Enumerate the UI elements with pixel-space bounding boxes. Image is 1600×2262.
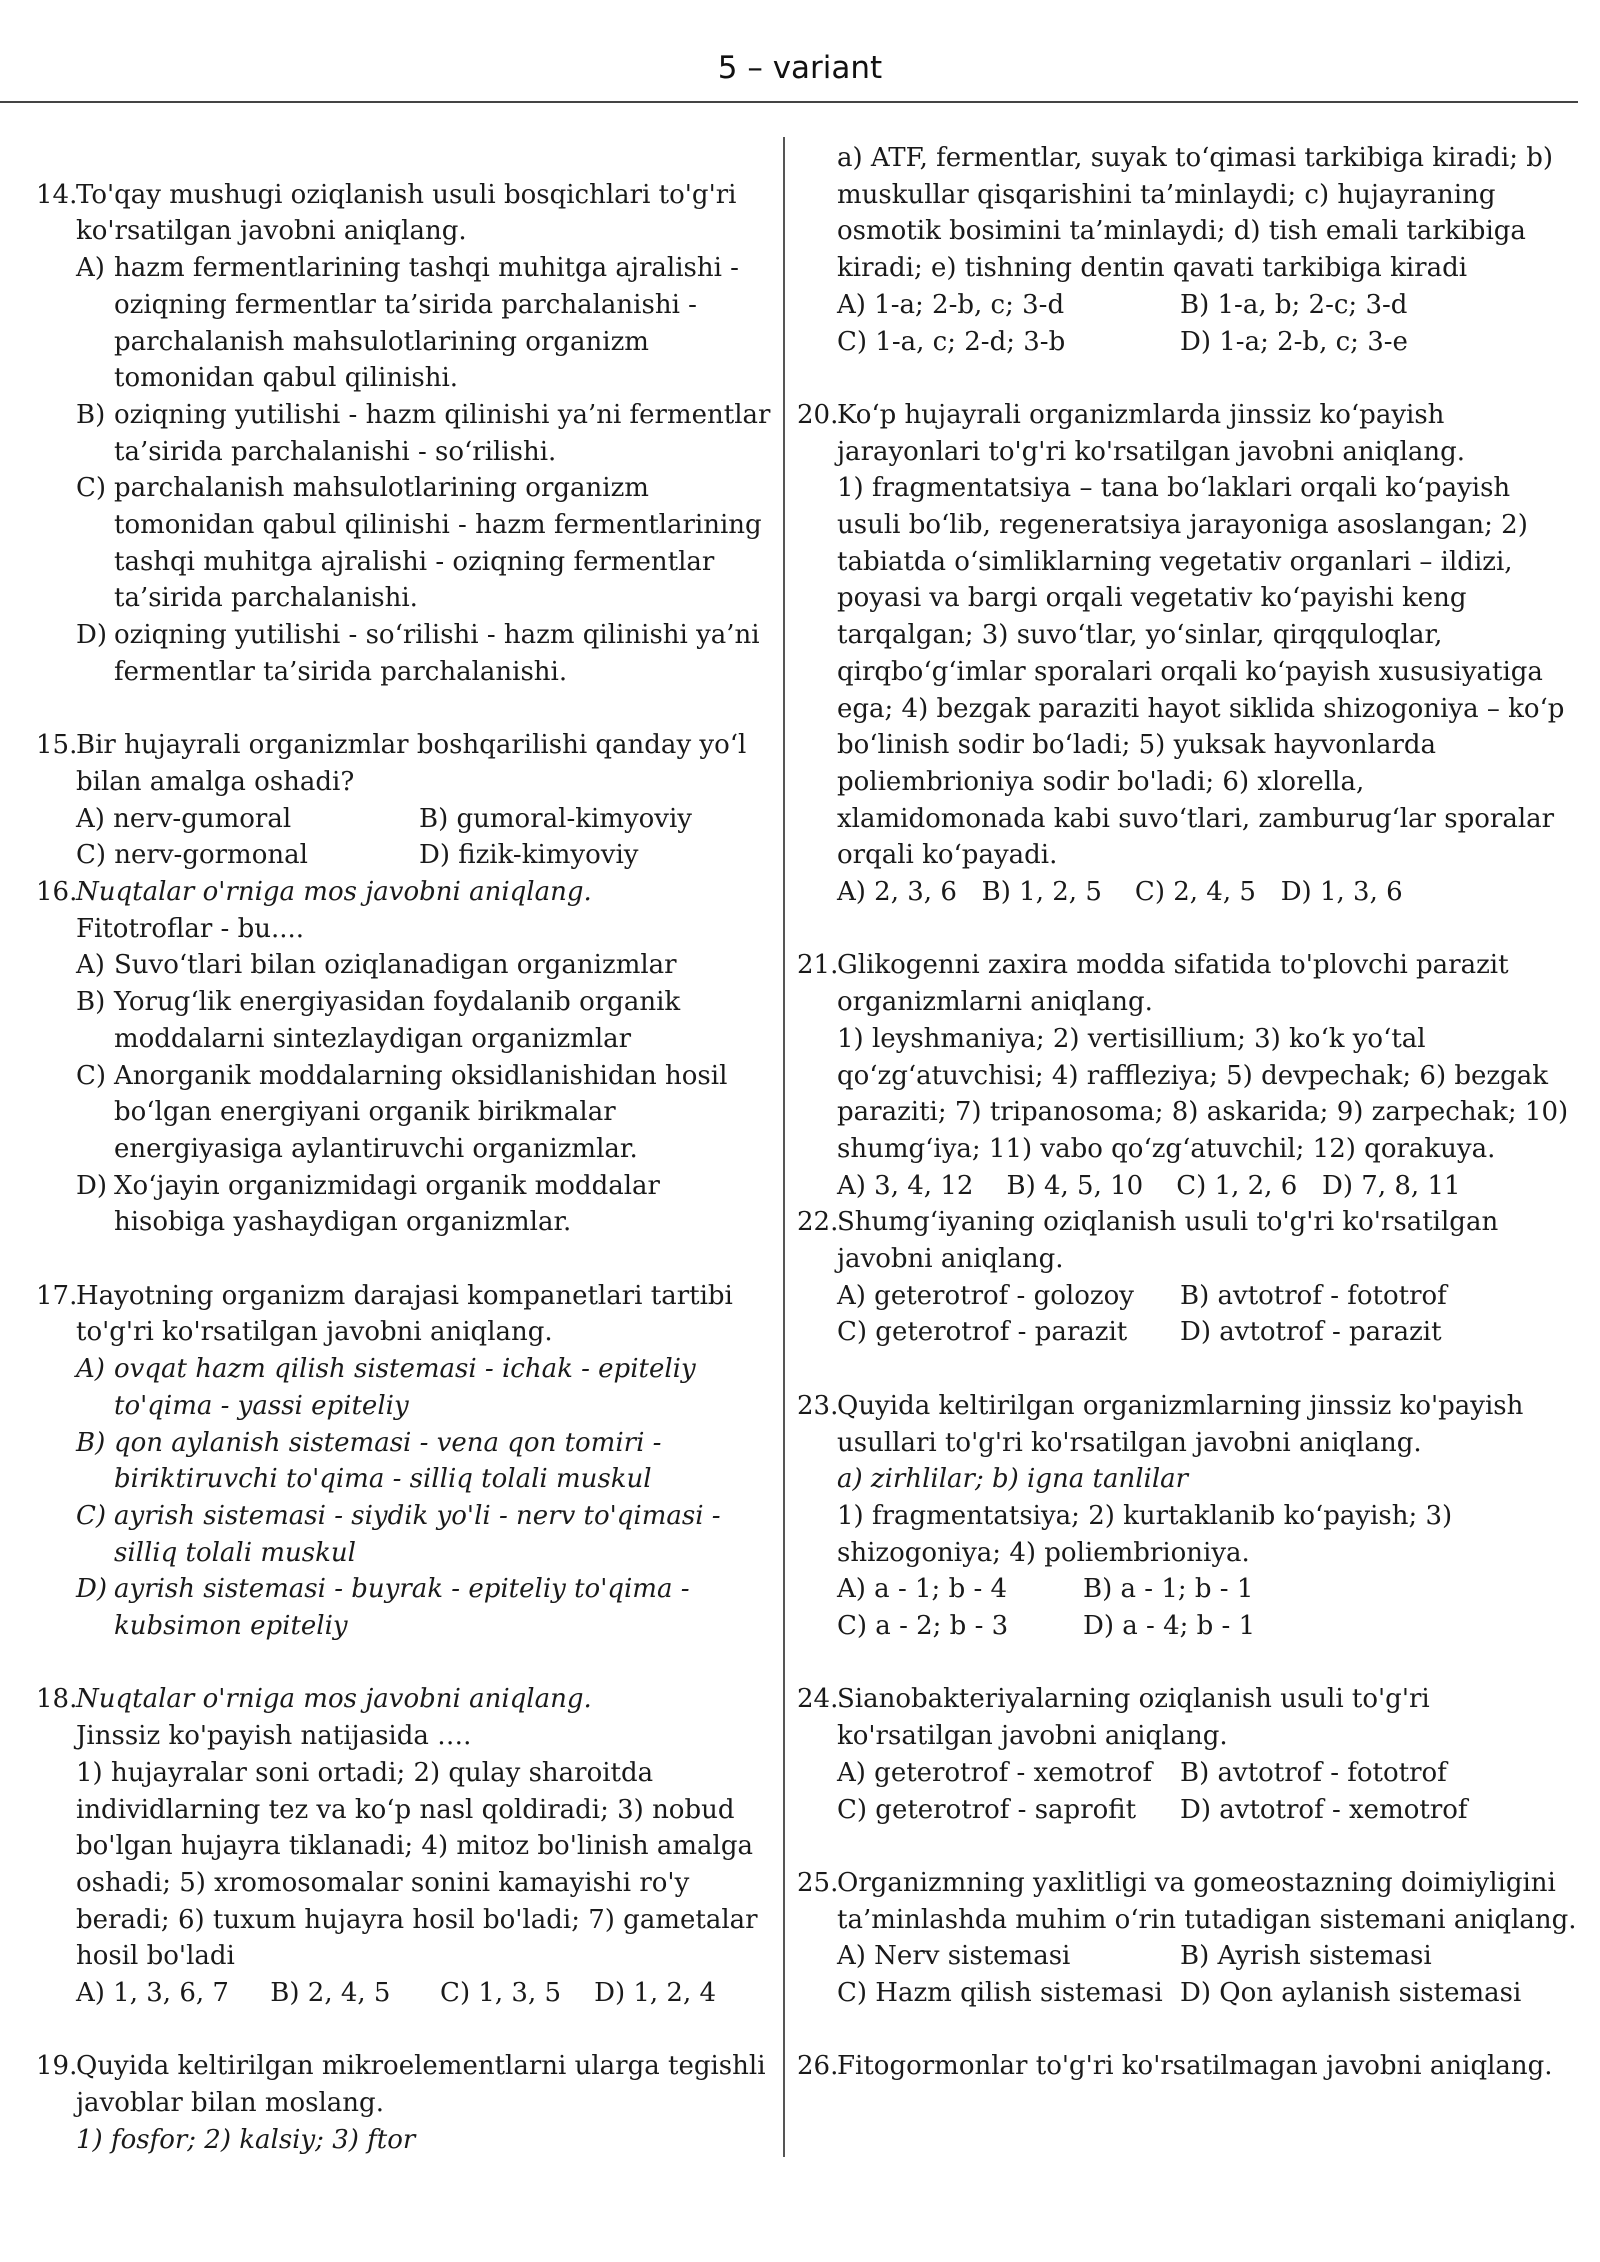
question-number: 21. (797, 950, 839, 981)
option-a[interactable]: A) hazm fermentlarining tashqi muhitga ajralishi - oziqning fermentlar ta’sirida parchalanishi - parchalanish mahsulotlarining organizm tomonidan qabul qilinishi. (76, 253, 739, 394)
page-title: 5 – variant (717, 50, 883, 86)
question-25 (797, 1865, 1577, 1938)
question-number: 23. (797, 1390, 839, 1421)
option-d[interactable]: D) 1-a; 2-b, c; 3-e (1180, 326, 1408, 357)
question-items: 1) fosfor; 2) kalsiy; 3) ftor (76, 2124, 416, 2155)
left-column (36, 140, 776, 2159)
question-14 (36, 177, 776, 250)
answer-options[interactable]: A) 2, 3, 6 B) 1, 2, 5 C) 2, 4, 5 D) 1, 3, 6 (837, 877, 1403, 908)
question-21 (797, 947, 1577, 1020)
question-24 (797, 1681, 1577, 1754)
question-number: 17. (36, 1280, 78, 1311)
question-text: Ko‘p hujayrali organizmlarda jinssiz ko‘payish jarayonlari to'g'ri ko'rsatilgan javobni aniqlang. (837, 399, 1466, 467)
question-text: Glikogenni zaxira modda sifatida to'plovchi parazit organizmlarni aniqlang. (837, 950, 1509, 1018)
options-row (797, 1975, 1577, 2012)
option-c[interactable]: C) 1-a, c; 2-d; 3-b (837, 326, 1066, 357)
question-number: 16. (36, 877, 78, 908)
options-row (36, 837, 776, 874)
question-19-continuation: a) ATF, fermentlar, suyak to‘qimasi tarkibiga kiradi; b) muskullar qisqarishini ta’minlaydi; c) hujayraning osmotik bosimini ta’minlaydi; d) tish emali tarkibiga kiradi; e) tishning dentin qavati tarkibiga kiradi (837, 143, 1554, 284)
option-b[interactable]: B) avtotrof - fototrof (1180, 1757, 1447, 1788)
option-b[interactable]: B) avtotrof - fototrof (1180, 1280, 1447, 1311)
options-row (797, 287, 1577, 324)
option-a[interactable]: A) Suvo‘tlari bilan oziqlanadigan organizmlar (76, 950, 677, 981)
question-text: Quyida keltirilgan organizmlarning jinssiz ko'payish usullari to'g'ri ko'rsatilgan javobni aniqlang. (837, 1390, 1524, 1458)
question-text: Hayotning organizm darajasi kompanetlari tartibi to'g'ri ko'rsatilgan javobni aniqlang. (76, 1280, 733, 1348)
options-row (797, 1755, 1577, 1792)
option-a[interactable]: A) nerv-gumoral (76, 803, 292, 834)
options-row (797, 1314, 1577, 1351)
question-number: 19. (36, 2051, 78, 2082)
question-16 (36, 874, 776, 911)
question-text: Shumg‘iyaning oziqlanish usuli to'g'ri ko'rsatilgan javobni aniqlang. (837, 1207, 1499, 1275)
option-b[interactable]: B) qon aylanish sistemasi - vena qon tomiri - biriktiruvchi to'qima - silliq tolali muskul (76, 1427, 662, 1495)
question-stem: Jinssiz ko'payish natijasida …. (76, 1721, 472, 1752)
option-c[interactable]: C) a - 2; b - 3 (837, 1611, 1009, 1642)
option-d[interactable]: D) Xo‘jayin organizmidagi organik moddalar hisobiga yashaydigan organizmlar. (76, 1170, 660, 1238)
option-d[interactable]: D) avtotrof - parazit (1180, 1317, 1442, 1348)
question-items: 1) fragmentatsiya – tana bo‘laklari orqali ko‘payish usuli bo‘lib, regeneratsiya jarayoniga asoslangan; 2) tabiatda o‘simliklarning vegetativ organlari – ildizi, poyasi va bargi orqali vegetativ ko‘payishi keng tarqalgan; 3) suvo‘tlar, yo‘sinlar, qirqquloqlar, qirqbo‘g‘imlar sporalari orqali ko‘payish xususiyatiga ega; 4) bezgak paraziti hayot siklida shizogoniya – ko‘p bo‘linish sodir bo‘ladi; 5) yuksak hayvonlarda poliembrioniya sodir bo'ladi; 6) xlorella, xlamidomonada kabi suvo‘tlari, zamburug‘lar sporalar orqali ko‘payadi. (837, 473, 1565, 871)
option-d[interactable]: D) oziqning yutilishi - so‘rilishi - hazm qilinishi ya’ni fermentlar ta’sirida parchalanishi. (76, 620, 760, 687)
question-text: Sianobakteriyalarning oziqlanish usuli to'g'ri ko'rsatilgan javobni aniqlang. (837, 1684, 1430, 1752)
option-b[interactable]: B) oziqning yutilishi - hazm qilinishi ya’ni fermentlar ta’sirida parchalanishi - so‘rilishi. (76, 399, 771, 467)
question-text: To'qay mushugi oziqlanish usuli bosqichlari to'g'ri ko'rsatilgan javobni aniqlang. (76, 179, 737, 247)
question-items: 1) hujayralar soni ortadi; 2) qulay sharoitda individlarning tez va ko‘p nasl qoldiradi; 3) nobud bo'lgan hujayra tiklanadi; 4) mitoz bo'linish amalga oshadi; 5) xromosomalar sonini kamayishi ro'y beradi; 6) tuxum hujayra hosil bo'ladi; 7) gametalar hosil bo'ladi (76, 1757, 758, 1972)
answer-options[interactable]: A) 3, 4, 12 B) 4, 5, 10 C) 1, 2, 6 D) 7, 8, 11 (837, 1170, 1461, 1201)
question-17 (36, 1278, 776, 1351)
option-d[interactable]: D) ayrish sistemasi - buyrak - epiteliy to'qima - kubsimon epiteliy (76, 1574, 690, 1642)
question-number: 20. (797, 399, 839, 430)
question-text: Quyida keltirilgan mikroelementlarni ularga tegishli javoblar bilan moslang. (76, 2051, 766, 2119)
option-b[interactable]: B) Ayrish sistemasi (1180, 1941, 1432, 1972)
question-number: 24. (797, 1684, 839, 1715)
question-number: 25. (797, 1867, 839, 1898)
options-row (36, 801, 776, 838)
question-number: 15. (36, 730, 78, 761)
question-text: Bir hujayrali organizmlar boshqarilishi qanday yo‘l bilan amalga oshadi? (76, 730, 747, 797)
question-text: Fitogormonlar to'g'ri ko'rsatilmagan javobni aniqlang. (837, 2051, 1553, 2082)
option-d[interactable]: D) a - 4; b - 1 (1083, 1611, 1256, 1642)
option-a[interactable]: A) 1-a; 2-b, c; 3-d (837, 289, 1065, 320)
option-a[interactable]: A) ovqat hazm qilish sistemasi - ichak - epiteliy to'qima - yassi epiteliy (76, 1354, 696, 1421)
option-c[interactable]: C) nerv-gormonal (76, 840, 308, 871)
option-b[interactable]: B) gumoral-kimyoviy (419, 803, 692, 834)
question-items: 1) leyshmaniya; 2) vertisillium; 3) ko‘k yo‘tal qo‘zg‘atuvchisi; 4) raffleziya; 5) devpechak; 6) bezgak paraziti; 7) tripanosoma; 8) askarida; 9) zarpechak; 10) shumg‘iya; 11) vabo qo‘zg‘atuvchil; 12) qorakuya. (837, 1023, 1569, 1164)
option-a[interactable]: A) Nerv sistemasi (837, 1941, 1071, 1972)
options-row (797, 1792, 1577, 1829)
question-number: 26. (797, 2051, 839, 2082)
question-items: 1) fragmentatsiya; 2) kurtaklanib ko‘payish; 3) shizogoniya; 4) poliembrioniya. (837, 1500, 1453, 1568)
options-row (797, 324, 1577, 361)
option-b[interactable]: B) a - 1; b - 1 (1083, 1574, 1254, 1605)
question-number: 22. (797, 1207, 839, 1238)
option-a[interactable]: A) geterotrof - golozoy (837, 1280, 1134, 1311)
header-rule (0, 101, 1578, 103)
option-c[interactable]: C) parchalanish mahsulotlarining organizm tomonidan qabul qilinishi - hazm fermentlarining tashqi muhitga ajralishi - oziqning fermentlar ta’sirida parchalanishi. (76, 473, 762, 614)
column-divider (783, 137, 785, 2157)
options-row (797, 1278, 1577, 1315)
option-d[interactable]: D) fizik-kimyoviy (419, 840, 639, 871)
question-15 (36, 727, 776, 800)
question-23 (797, 1388, 1577, 1461)
question-20 (797, 397, 1577, 470)
question-instruction: Nuqtalar o'rniga mos javobni aniqlang. (76, 1684, 592, 1715)
option-a[interactable]: A) a - 1; b - 4 (837, 1574, 1008, 1605)
right-column (797, 140, 1577, 2085)
option-a[interactable]: A) geterotrof - xemotrof (837, 1757, 1153, 1788)
question-number: 18. (36, 1684, 78, 1715)
option-c[interactable]: C) geterotrof - saprofit (837, 1794, 1137, 1825)
option-c[interactable]: C) Hazm qilish sistemasi (837, 1978, 1163, 2009)
option-d[interactable]: D) avtotrof - xemotrof (1180, 1794, 1468, 1825)
option-c[interactable]: C) ayrish sistemasi - siydik yo'li - nerv to'qimasi - silliq tolali muskul (76, 1500, 721, 1568)
option-d[interactable]: D) Qon aylanish sistemasi (1180, 1978, 1522, 2009)
question-organisms: a) zirhlilar; b) igna tanlilar (837, 1464, 1189, 1495)
question-18 (36, 1681, 776, 1718)
options-row (797, 1608, 1577, 1645)
option-b[interactable]: B) 1-a, b; 2-c; 3-d (1180, 289, 1408, 320)
question-stem: Fitotroflar - bu.... (76, 913, 305, 944)
question-instruction: Nuqtalar o'rniga mos javobni aniqlang. (76, 877, 592, 908)
option-c[interactable]: C) Anorganik moddalarning oksidlanishidan hosil bo‘lgan energiyani organik birikmalar energiyasiga aylantiruvchi organizmlar. (76, 1060, 728, 1164)
option-b[interactable]: B) Yorug‘lik energiyasidan foydalanib organik moddalarni sintezlaydigan organizmlar (76, 987, 681, 1054)
options-row (797, 1938, 1577, 1975)
question-number: 14. (36, 179, 78, 210)
question-text: Organizmning yaxlitligi va gomeostazning doimiyligini ta’minlashda muhim o‘rin tutadigan sistemani aniqlang. (837, 1867, 1577, 1935)
answer-options[interactable]: A) 1, 3, 6, 7 B) 2, 4, 5 C) 1, 3, 5 D) 1, 2, 4 (76, 1978, 717, 2009)
question-22 (797, 1204, 1577, 1277)
options-row (797, 1571, 1577, 1608)
question-26 (797, 2048, 1577, 2085)
option-c[interactable]: C) geterotrof - parazit (837, 1317, 1128, 1348)
question-19 (36, 2048, 776, 2121)
